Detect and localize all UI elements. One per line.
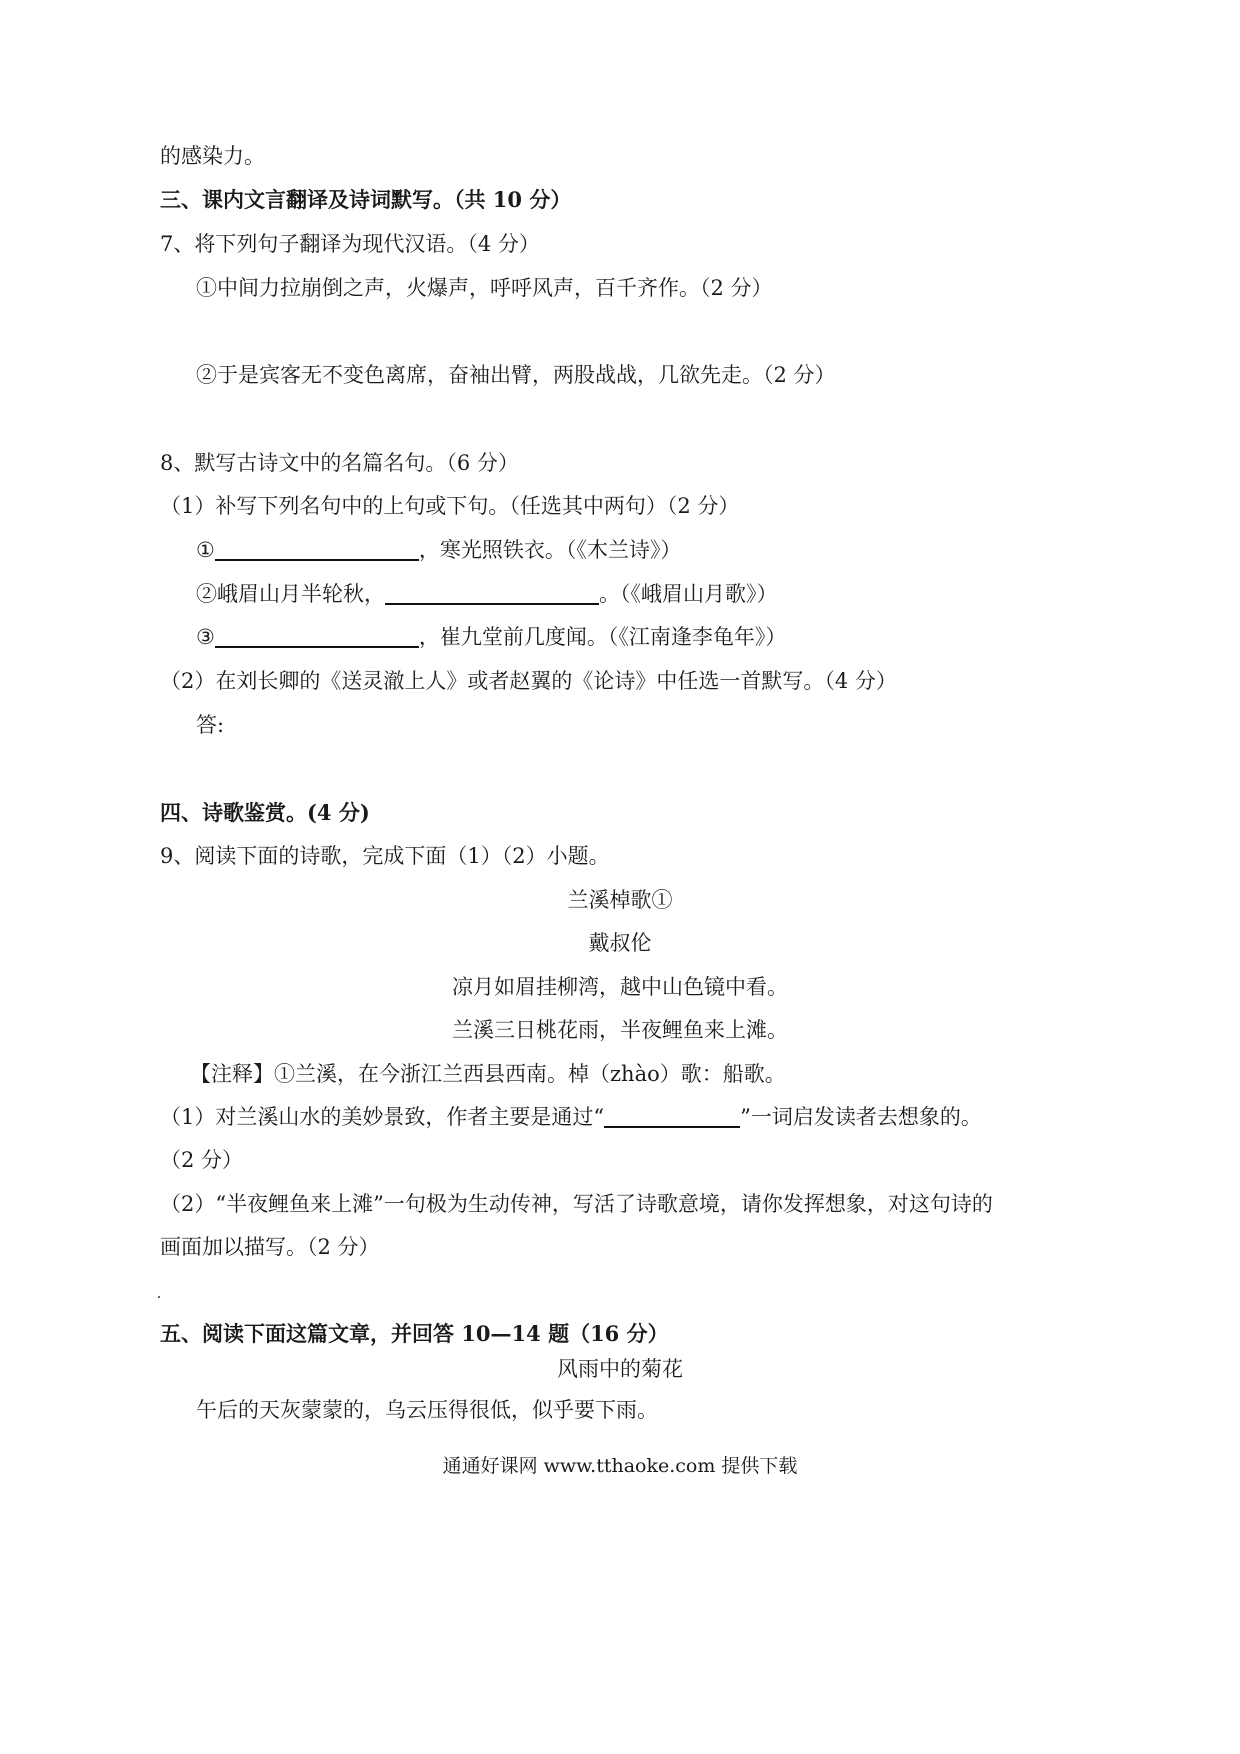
poem-line-1: 凉月如眉挂柳湾，越中山色镜中看。 — [452, 975, 788, 999]
fill-line-1 — [196, 536, 681, 564]
article-title: 风雨中的菊花 — [557, 1357, 683, 1381]
question-9-part-1 — [160, 1103, 982, 1131]
question-7-item-2: ②于是宾客无不变色离席，奋袖出臂，两股战战，几欲先走。（2 分） — [196, 363, 836, 387]
poem-title: 兰溪棹歌① — [567, 888, 673, 912]
question-7-item-1: ①中间力拉崩倒之声，火爆声，呼呼风声，百千齐作。（2 分） — [196, 276, 773, 300]
article-paragraph-1: 午后的天灰蒙蒙的，乌云压得很低，似乎要下雨。 — [196, 1398, 658, 1422]
poem-author: 戴叔伦 — [588, 931, 652, 955]
fill-line-1-prefix: ① — [196, 538, 215, 562]
fill-line-1-suffix: ，寒光照铁衣。（《木兰诗》） — [418, 538, 682, 562]
question-8: 8、默写古诗文中的名篇名句。（6 分） — [160, 451, 519, 475]
poem-note: 【注释】①兰溪，在今浙江兰西县西南。棹（zhào）歌：船歌。 — [190, 1062, 786, 1086]
question-8-part-1: （1）补写下列名句中的上句或下句。（任选其中两句）（2 分） — [160, 494, 740, 518]
section-3-title: 三、课内文言翻译及诗词默写。（共 10 分） — [160, 187, 572, 212]
page-footer: 通通好课网 www.tthaoke.com 提供下载 — [442, 1455, 798, 1477]
section-4-title: 四、诗歌鉴赏。(4 分) — [160, 800, 370, 825]
poem-line-2: 兰溪三日桃花雨，半夜鲤鱼来上滩。 — [452, 1018, 788, 1042]
fill-line-3-prefix: ③ — [196, 625, 215, 649]
fill-line-2-prefix: ②峨眉山月半轮秋， — [196, 582, 385, 606]
question-9-part-1-suffix: ”一词启发读者去想象的。 — [740, 1105, 982, 1129]
question-8-part-2: （2）在刘长卿的《送灵澈上人》或者赵翼的《论诗》中任选一首默写。（4 分） — [160, 669, 897, 693]
text-line: 的感染力。 — [160, 144, 265, 168]
fill-line-3 — [196, 623, 786, 651]
scan-speck — [158, 1296, 160, 1298]
question-9: 9、阅读下面的诗歌，完成下面（1）（2）小题。 — [160, 844, 610, 868]
answer-blank-4[interactable] — [604, 1104, 740, 1128]
answer-blank-2[interactable] — [385, 581, 599, 605]
question-9-part-2-line-2: 画面加以描写。（2 分） — [160, 1235, 380, 1259]
section-5-title: 五、阅读下面这篇文章，并回答 10—14 题（16 分） — [160, 1321, 669, 1346]
question-7: 7、将下列句子翻译为现代汉语。（4 分） — [160, 232, 540, 256]
question-9-part-1-score: （2 分） — [160, 1148, 244, 1172]
answer-label: 答: — [196, 713, 225, 737]
question-9-part-2-line-1: （2）“半夜鲤鱼来上滩”一句极为生动传神，写活了诗歌意境，请你发挥想象，对这句诗的 — [160, 1192, 993, 1216]
answer-blank-1[interactable] — [215, 537, 419, 561]
answer-blank-3[interactable] — [215, 624, 419, 648]
fill-line-3-suffix: ，崔九堂前几度闻。（《江南逢李龟年》） — [418, 625, 787, 649]
question-9-part-1-prefix: （1）对兰溪山水的美妙景致，作者主要是通过“ — [160, 1105, 605, 1129]
fill-line-2 — [196, 580, 778, 608]
fill-line-2-suffix: 。（《峨眉山月歌》） — [599, 582, 778, 606]
